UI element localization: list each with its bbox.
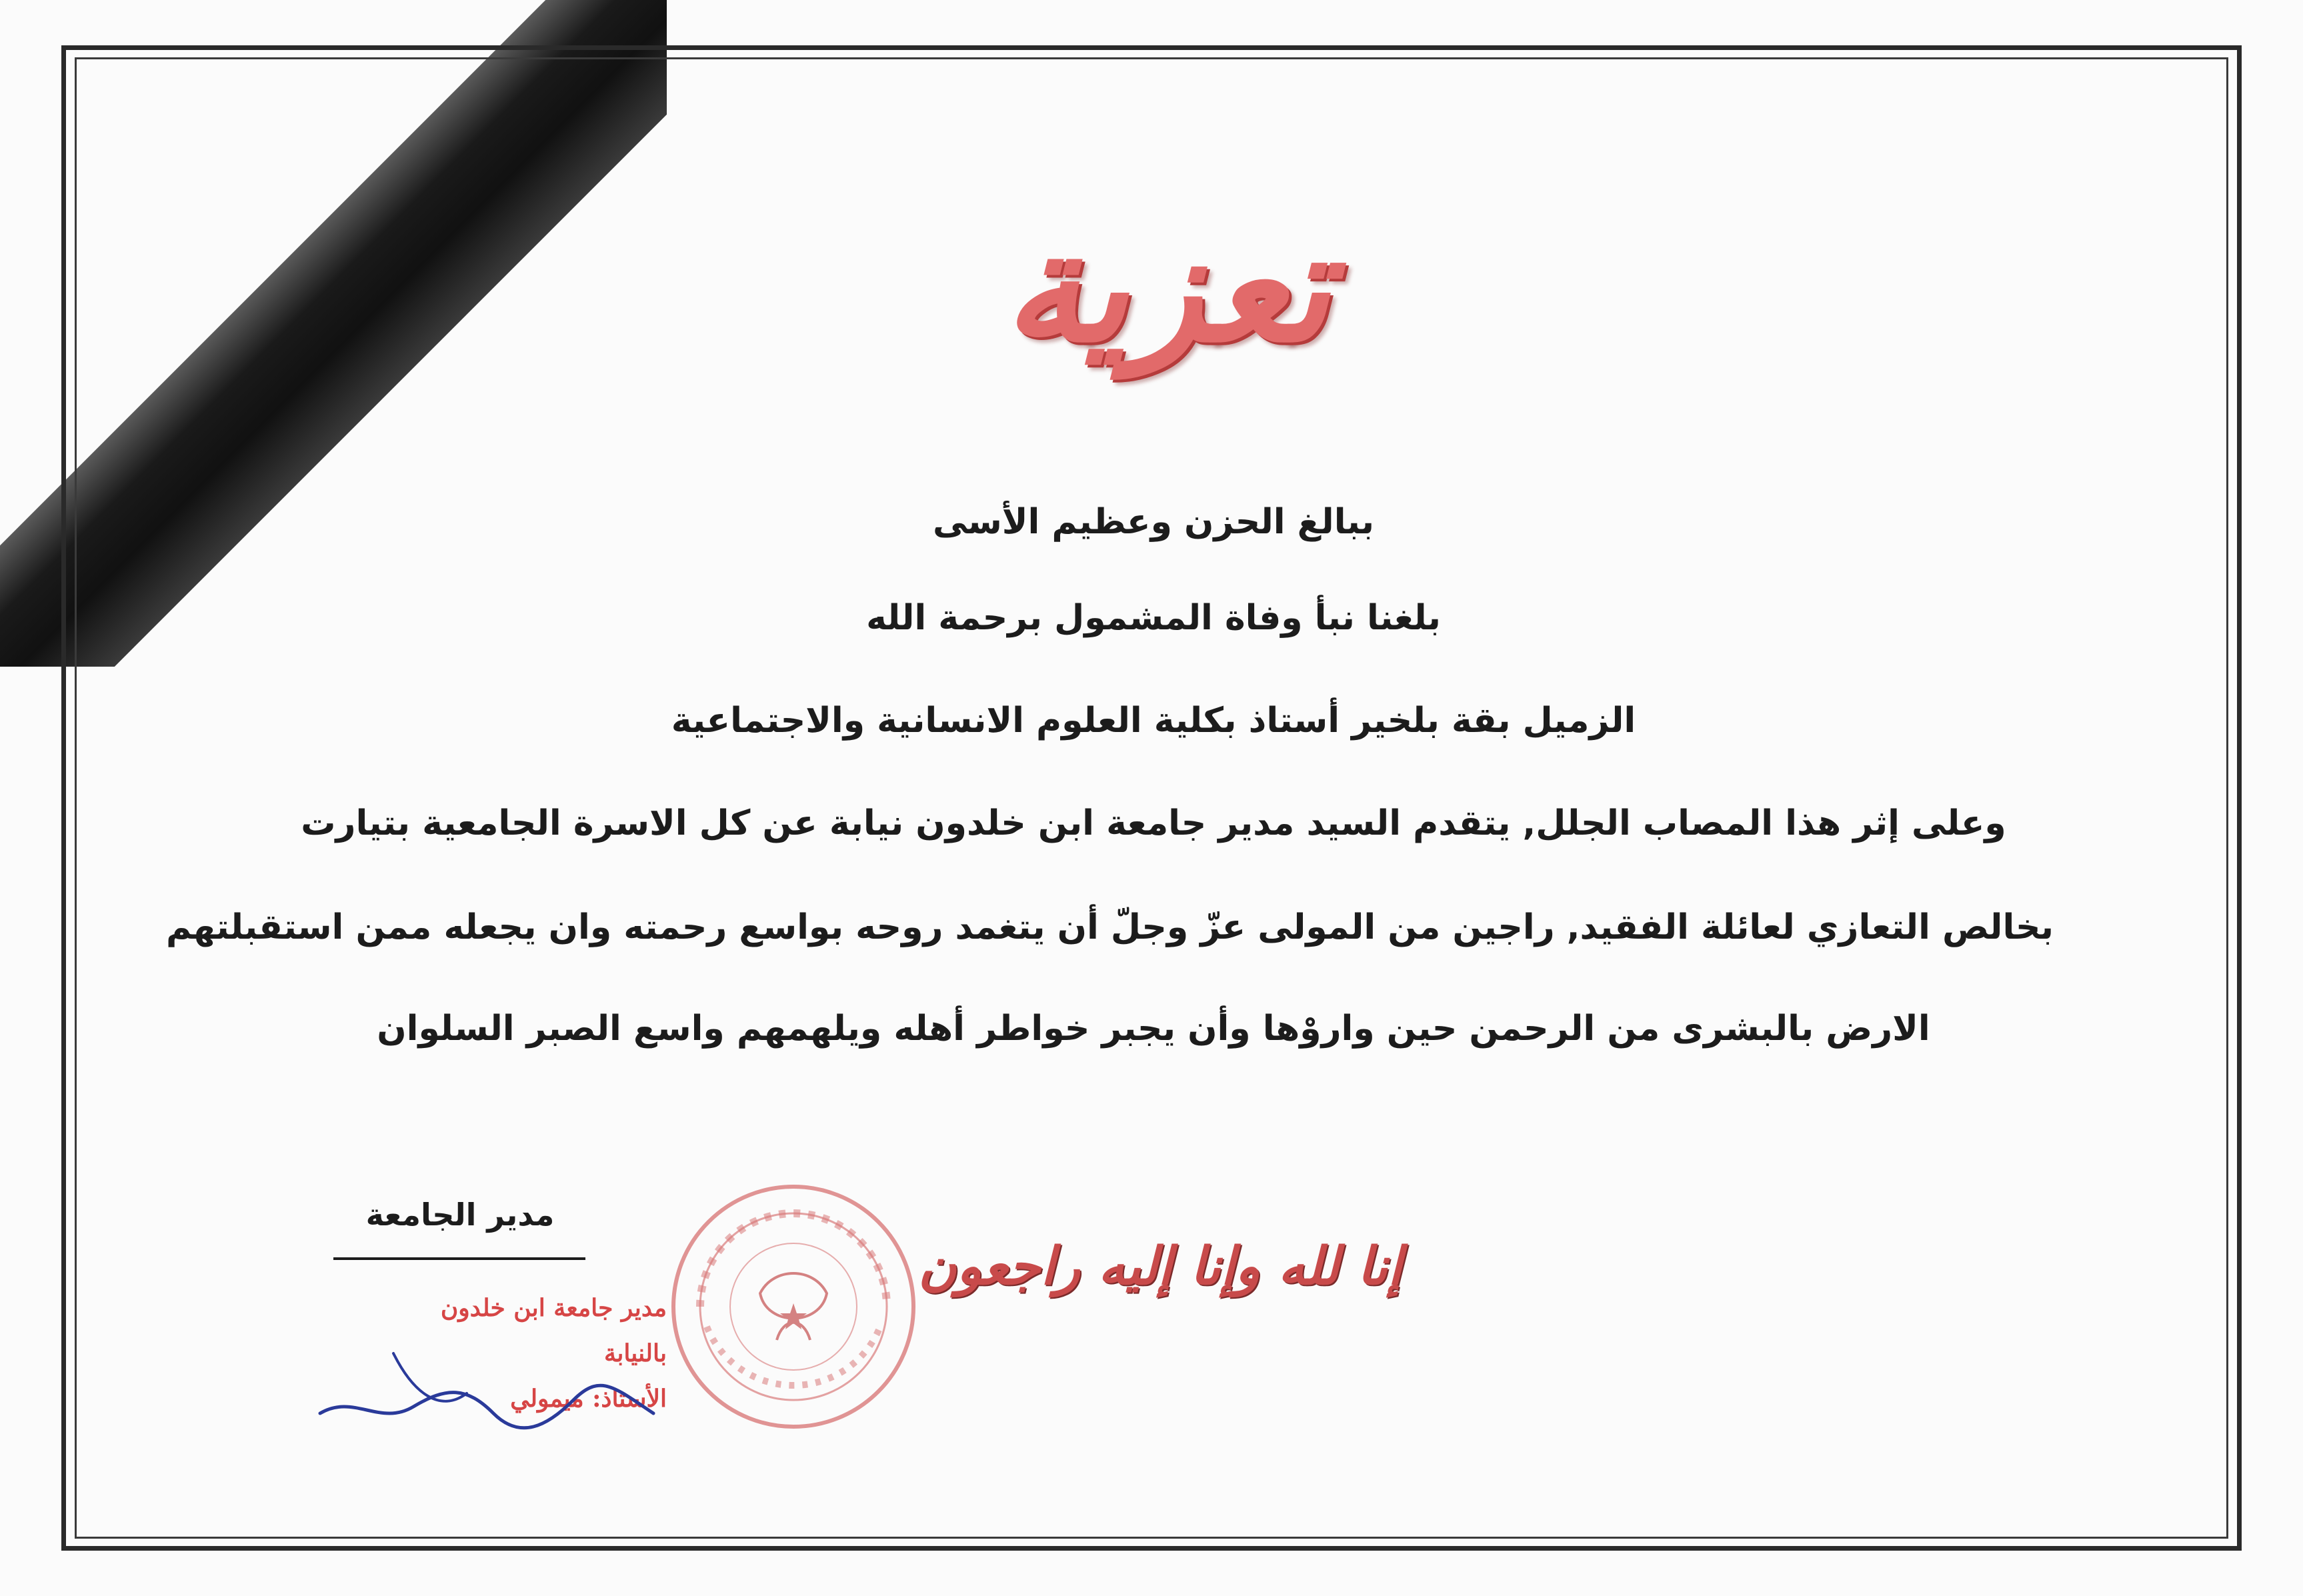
stamp-line-3: الأستاذ: ميمولي [510,1385,667,1413]
message-line-6: الارض بالبشرى من الرحمن حين واروْها وأن يجبر خواطر أهله ويلهمهم واسع الصبر السلوان [377,1009,1930,1049]
seal-emblem [760,1273,827,1340]
message-line-2: بلغنا نبأ وفاة المشمول برحمة الله [866,598,1441,638]
handwritten-signature [293,1313,667,1447]
page-title: تعزية [1003,197,1330,377]
stamp-line-2: بالنيابة [604,1339,667,1367]
message-line-4: وعلى إثر هذا المصاب الجلل, يتقدم السيد مدير جامعة ابن خلدون نيابة عن كل الاسرة الجامعية بتيارت [301,803,2006,843]
message-line-5: بخالص التعازي لعائلة الفقيد, راجين من المولى عزّ وجلّ أن يتغمد روحه بواسع رحمته وان يجعله ممن استقبلتهم [165,907,2054,947]
message-line-3: الزميل بقة بلخير أستاذ بكلية العلوم الانسانية والاجتماعية [671,701,1636,741]
signer-title: مدير الجامعة [365,1197,555,1233]
stamp-line-1: مدير جامعة ابن خلدون [440,1294,667,1322]
quran-verse-calligraphy: إنا لله وإنا إليه راجعون [918,1236,1402,1297]
message-line-1: ببالغ الحزن وعظيم الأسى [933,502,1374,542]
signer-underline [333,1257,585,1260]
